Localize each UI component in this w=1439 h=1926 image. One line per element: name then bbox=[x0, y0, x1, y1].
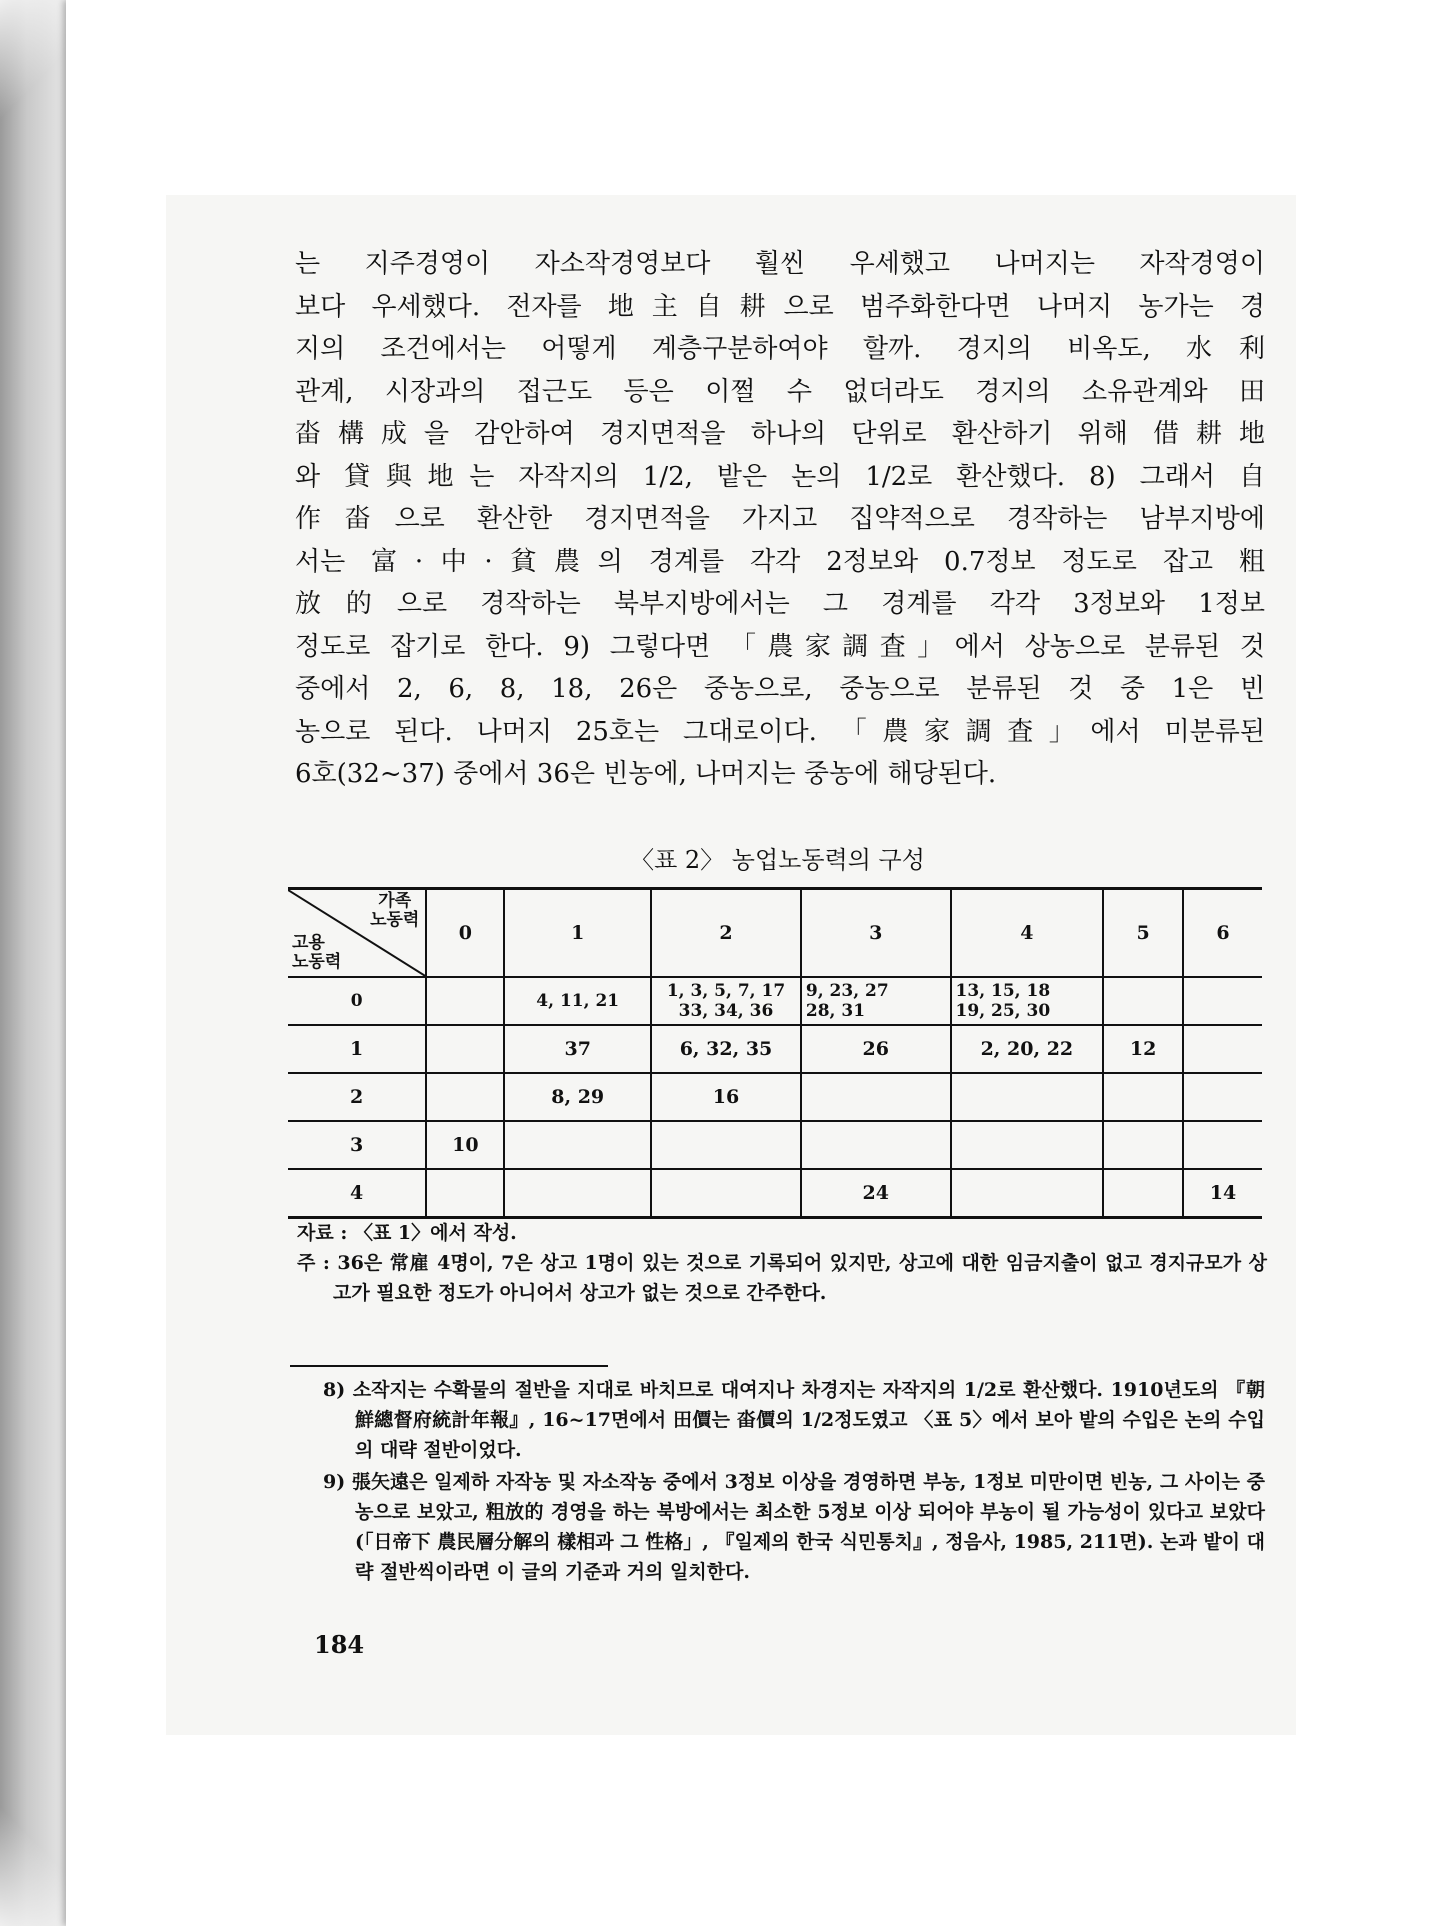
labor-table bbox=[288, 887, 1262, 1219]
table-cell bbox=[801, 977, 951, 1025]
row-label: 4 bbox=[288, 1169, 426, 1218]
table-cell bbox=[504, 977, 651, 1025]
table-cell bbox=[651, 977, 801, 1025]
footnotes bbox=[323, 1375, 1265, 1589]
table-cell bbox=[426, 1025, 504, 1073]
body-line: 정도로 잡기로 한다. 9) 그렇다면 「農家調査」에서 상농으로 분류된 것 bbox=[295, 631, 1265, 662]
table-cell bbox=[1183, 1025, 1262, 1073]
table-cell bbox=[504, 1121, 651, 1169]
corner-top-line2: 노동력 bbox=[370, 910, 420, 930]
body-line: 서는 富·中·貧農의 경계를 각각 2정보와 0.7정보 정도로 잡고 粗 bbox=[295, 546, 1265, 577]
body-line: 지의 조건에서는 어떻게 계층구분하여야 할까. 경지의 비옥도, 水利 bbox=[295, 334, 1265, 364]
footnote-8: 8) 소작지는 수확물의 절반을 지대로 바치므로 대여지나 차경지는 자작지의 1/2로 환산했다. 1910년도의 『朝鮮總督府統計年報』, 16~17면에서 田價는 畓價의 1/2정도였고 〈표 5〉에서 보아 밭의 수입은 논의 수입의 대략 절반이었다. bbox=[323, 1379, 1265, 1461]
corner-bottom-line1: 고용 bbox=[292, 933, 325, 953]
table-row bbox=[288, 1169, 1262, 1218]
footnote-separator bbox=[290, 1365, 608, 1367]
body-line: 관계, 시장과의 접근도 등은 이쩔 수 없더라도 경지의 소유관계와 田 bbox=[295, 376, 1265, 407]
table-cell: 10 bbox=[426, 1121, 504, 1169]
body-line: 농으로 된다. 나머지 25호는 그대로이다. 「農家調査」에서 미분류된 bbox=[295, 716, 1265, 747]
table-footnote: 주 : 36은 常雇 4명이, 7은 상고 1명이 있는 것으로 기록되어 있지만, 상고에 대한 임금지출이 없고 경지규모가 상고가 필요한 정도가 아니어서 상고가 없는 것으로 간주한다. bbox=[297, 1252, 1267, 1304]
table-cell bbox=[951, 1169, 1104, 1218]
cell-line: 13, 15, 18 bbox=[955, 981, 1051, 1001]
column-header: 3 bbox=[801, 889, 951, 978]
table-cell bbox=[1183, 1121, 1262, 1169]
body-line: 畓構成을 감안하여 경지면적을 하나의 단위로 환산하기 위해 借耕地 bbox=[295, 419, 1265, 449]
row-label: 2 bbox=[288, 1073, 426, 1121]
corner-bottom-line2: 노동력 bbox=[292, 952, 342, 972]
table-row bbox=[288, 1073, 1262, 1121]
cell-line: 9, 23, 27 bbox=[805, 981, 889, 1001]
body-line: 보다 우세했다. 전자를 地主自耕으로 범주화한다면 나머지 농가는 경 bbox=[295, 291, 1265, 322]
book-spine-shading bbox=[0, 0, 66, 1926]
cell-line: 33, 34, 36 bbox=[678, 1001, 774, 1021]
table-cell: 16 bbox=[651, 1073, 801, 1121]
table-corner-cell bbox=[288, 889, 426, 978]
table-cell bbox=[1103, 1073, 1183, 1121]
cell-line: 4, 11, 21 bbox=[536, 991, 620, 1011]
table-cell bbox=[651, 1121, 801, 1169]
table-cell bbox=[426, 1169, 504, 1218]
table-row bbox=[288, 1121, 1262, 1169]
body-paragraph bbox=[295, 243, 1265, 796]
corner-top-line1: 가족 bbox=[378, 891, 412, 911]
table-row bbox=[288, 1025, 1262, 1073]
table-cell bbox=[951, 1121, 1104, 1169]
body-line: 는 지주경영이 자소작경영보다 훨씬 우세했고 나머지는 자작경영이 bbox=[295, 249, 1265, 279]
cell-line: 19, 25, 30 bbox=[955, 1001, 1051, 1021]
body-line: 放的으로 경작하는 북부지방에서는 그 경계를 각각 3정보와 1정보 bbox=[295, 589, 1265, 619]
table-cell bbox=[1103, 1169, 1183, 1218]
table-cell bbox=[801, 1121, 951, 1169]
table-cell bbox=[1183, 1073, 1262, 1121]
page-number: 184 bbox=[314, 1630, 365, 1659]
column-header: 4 bbox=[951, 889, 1104, 978]
table-cell: 14 bbox=[1183, 1169, 1262, 1218]
table-cell bbox=[504, 1169, 651, 1218]
row-label: 0 bbox=[288, 977, 426, 1025]
table-row bbox=[288, 977, 1262, 1025]
column-header: 1 bbox=[504, 889, 651, 978]
table-cell: 26 bbox=[801, 1025, 951, 1073]
table-cell: 6, 32, 35 bbox=[651, 1025, 801, 1073]
table-cell bbox=[1183, 977, 1262, 1025]
column-header: 5 bbox=[1103, 889, 1183, 978]
body-line: 作畓으로 환산한 경지면적을 가지고 집약적으로 경작하는 남부지방에 bbox=[295, 504, 1265, 534]
corner-top-label bbox=[370, 892, 419, 930]
table-notes bbox=[297, 1218, 1267, 1308]
table-cell: 2, 20, 22 bbox=[951, 1025, 1104, 1073]
column-header: 0 bbox=[426, 889, 504, 978]
column-header: 6 bbox=[1183, 889, 1262, 978]
body-line: 6호(32~37) 중에서 36은 빈농에, 나머지는 중농에 해당된다. bbox=[295, 759, 997, 789]
table-cell bbox=[801, 1073, 951, 1121]
footnote-9: 9) 張矢遠은 일제하 자작농 및 자소작농 중에서 3정보 이상을 경영하면 부농, 1정보 미만이면 빈농, 그 사이는 중농으로 보았고, 粗放的 경영을 하는 북방에서는 최소한 5정보 이상 되어야 부농이 될 가능성이 있다고 보았다(「日帝下 農民層分解의 樣相과 그 性格」, 『일제의 한국 식민통치』, 정음사, 1985, 211면). 논과 밭이 대략 절반씩이라면 이 글의 기준과 거의 일치한다. bbox=[323, 1471, 1265, 1583]
table-cell bbox=[426, 977, 504, 1025]
row-label: 3 bbox=[288, 1121, 426, 1169]
table-cell: 37 bbox=[504, 1025, 651, 1073]
corner-bottom-label bbox=[292, 934, 341, 972]
table-cell bbox=[651, 1169, 801, 1218]
row-label: 1 bbox=[288, 1025, 426, 1073]
body-line: 와 貸與地는 자작지의 1/2, 밭은 논의 1/2로 환산했다. 8) 그래서 自 bbox=[295, 461, 1265, 492]
cell-line: 1, 3, 5, 7, 17 bbox=[666, 981, 786, 1001]
table-header-row bbox=[288, 889, 1262, 978]
body-line: 중에서 2, 6, 8, 18, 26은 중농으로, 중농으로 분류된 것 중 1은 빈 bbox=[295, 674, 1265, 704]
cell-line: 28, 31 bbox=[805, 1001, 866, 1021]
table-source-note: 자료 : 〈표 1〉에서 작성. bbox=[297, 1222, 517, 1244]
table-cell bbox=[1103, 977, 1183, 1025]
column-header: 2 bbox=[651, 889, 801, 978]
table-cell bbox=[951, 977, 1104, 1025]
table-cell: 8, 29 bbox=[504, 1073, 651, 1121]
table-title: 〈표 2〉 농업노동력의 구성 bbox=[630, 846, 925, 874]
table-cell bbox=[426, 1073, 504, 1121]
table-cell: 12 bbox=[1103, 1025, 1183, 1073]
table-cell: 24 bbox=[801, 1169, 951, 1218]
table-cell bbox=[951, 1073, 1104, 1121]
table-cell bbox=[1103, 1121, 1183, 1169]
